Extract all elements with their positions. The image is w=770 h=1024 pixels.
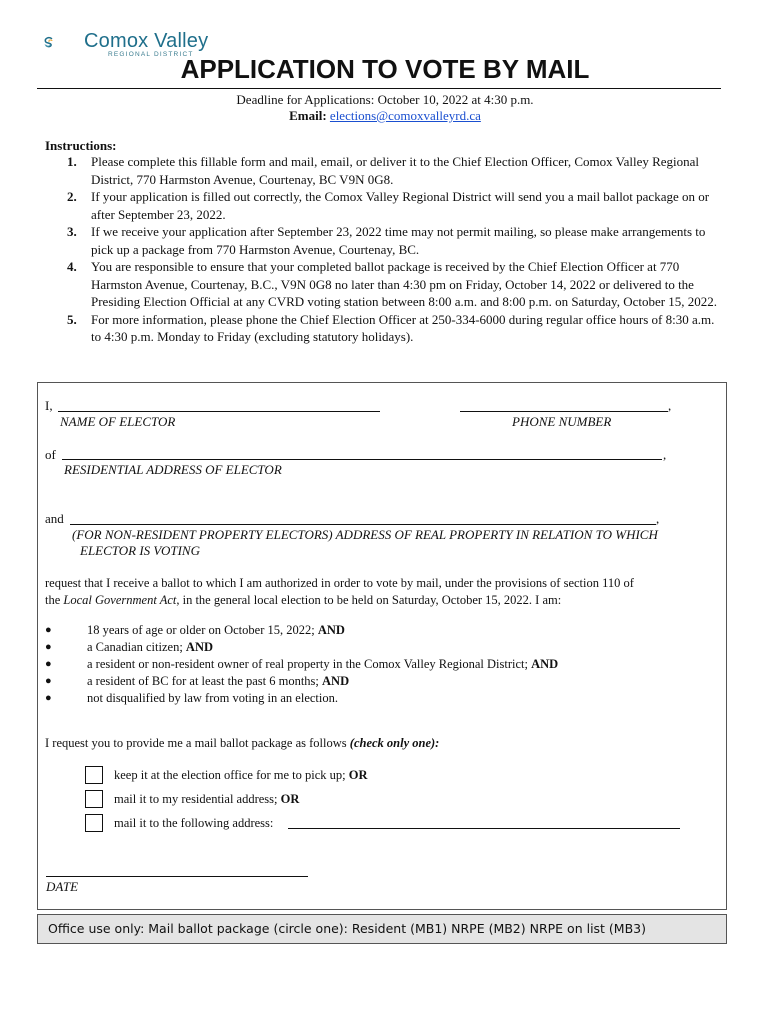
residential-address-field[interactable] [62,459,662,460]
and-prefix: and [45,511,64,526]
option-residential-checkbox[interactable] [85,790,103,808]
elector-name-field[interactable] [58,411,380,412]
package-request-text: I request you to provide me a mail ballot package as follows (check only one): [45,736,440,750]
property-address-label-2: ELECTOR IS VOTING [80,543,200,558]
act-name: Local Government Act [63,593,177,607]
instruction-item: 2. If your application is filled out correctly, the Comox Valley Regional District will send you a mail ballot package on or after September 23, 2022. [67,189,710,222]
date-field[interactable] [46,876,308,877]
check-one-note: (check only one): [349,736,440,750]
option-pickup-checkbox[interactable] [85,766,103,784]
option-pickup-label: keep it at the election office for me to pick up; OR [114,768,368,782]
instruction-item: 1. Please complete this fillable form and mail, email, or deliver it to the Chief Election Officer, Comox Valley Regional District, 770 Harmston Avenue, Courtenay, BC V9N 0G8. [67,154,700,187]
request-paragraph: request that I receive a ballot to which I am authorized in order to vote by mail, under the provisions of section 110 of the Local Government Act, in the general local election to be held on Saturday, October 15, 2022. I am: [45,576,634,607]
logo-subtitle: REGIONAL DISTRICT [108,51,194,58]
date-label: DATE [46,879,79,894]
name-of-elector-label: NAME OF ELECTOR [60,414,176,429]
page-title: APPLICATION TO VOTE BY MAIL [180,54,590,84]
comma: , [668,398,672,413]
option-other-address-label: mail it to the following address: [114,816,274,830]
list-item: ● not disqualified by law from voting in an election. [45,690,558,707]
deadline-text: Deadline for Applications: October 10, 2022 at 4:30 p.m. [236,92,534,107]
email-line [0,108,770,124]
instructions-list [45,153,725,346]
comma: , [663,447,667,462]
list-item: ● a resident or non-resident owner of real property in the Comox Valley Regional District; AND [45,656,558,673]
office-use-box: Office use only: Mail ballot package (circle one): Resident (MB1) NRPE (MB2) NRPE on list (MB3) [37,914,727,944]
residential-address-label: RESIDENTIAL ADDRESS OF ELECTOR [64,462,282,477]
other-address-field[interactable] [288,828,680,829]
instruction-item: 5. For more information, please phone the Chief Election Officer at 250-334-6000 during regular office hours of 8:30 a.m. to 4:30 p.m. Monday to Friday (excluding statutory holidays). [67,311,715,344]
eligibility-list [45,622,558,707]
property-address-label: (FOR NON-RESIDENT PROPERTY ELECTORS) ADDRESS OF REAL PROPERTY IN RELATION TO WHICH [72,527,658,542]
instruction-item: 3. If we receive your application after September 23, 2022 time may not permit mailing, so please make arrangements to pick up a package from 770 Harmston Avenue, Courtenay, BC. [67,224,706,257]
logo-name: Comox Valley [84,30,209,52]
i-prefix: I, [45,398,53,413]
option-other-address-checkbox[interactable] [85,814,103,832]
list-item: ● a Canadian citizen; AND [45,639,558,656]
phone-number-field[interactable] [460,411,668,412]
of-prefix: of [45,447,56,462]
email-label: Email: [289,108,327,123]
comma: , [656,511,660,526]
list-item: ● 18 years of age or older on October 15, 2022; AND [45,622,558,639]
instruction-item: 4. You are responsible to ensure that your completed ballot package is received by the Chief Election Officer at 770 Harmston Avenue, Courtenay, B.C., V9N 0G8 no later than 4:30 pm on Friday, October 14, 2022 or delivered to the Presiding Election Official at any CVRD voting station between 8:00 a.m. and 8:00 p.m. on Saturday, October 15, 2022. [67,259,718,309]
list-item: ● a resident of BC for at least the past 6 months; AND [45,673,558,690]
email-link[interactable]: elections@comoxvalleyrd.ca [329,108,481,123]
title-divider [37,88,721,89]
phone-number-label: PHONE NUMBER [512,414,612,429]
instructions-heading: Instructions: [45,138,117,153]
option-residential-label: mail it to my residential address; OR [114,792,300,806]
property-address-field[interactable] [70,524,656,525]
